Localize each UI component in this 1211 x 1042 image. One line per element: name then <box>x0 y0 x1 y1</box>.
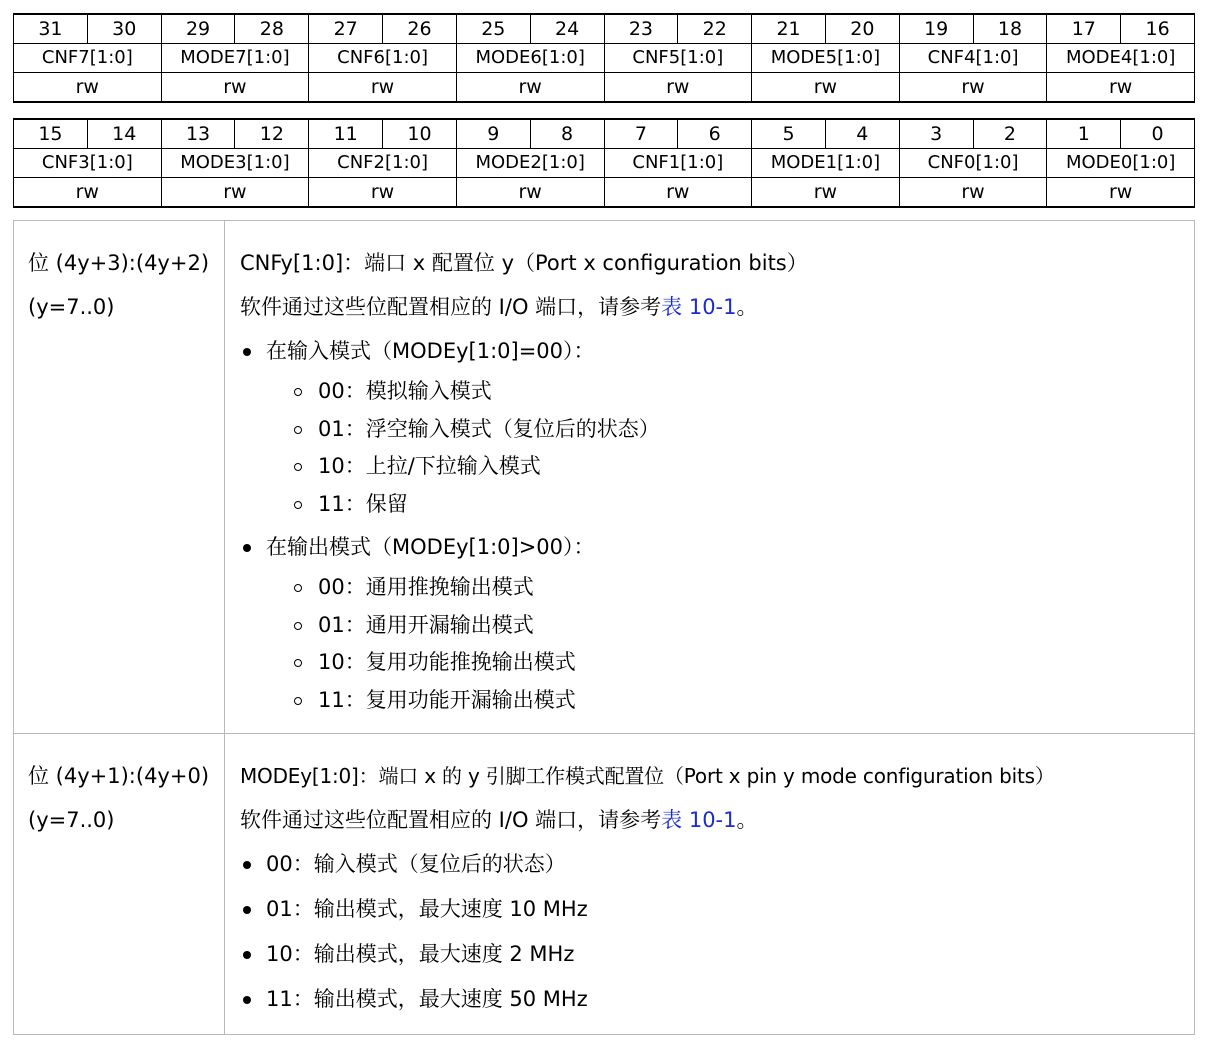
list-item: 01：通用开漏输出模式 <box>292 607 1194 645</box>
access-type: rw <box>161 73 309 103</box>
bit-number: 11 <box>309 119 383 149</box>
bit-number: 22 <box>678 14 752 44</box>
access-type: rw <box>604 178 752 208</box>
bit-number: 27 <box>309 14 383 44</box>
field-name: CNF5[1:0] <box>604 44 752 73</box>
input-mode-heading: 在输入模式（MODEy[1:0]=00）： <box>266 339 595 363</box>
cnf-description <box>225 221 1195 734</box>
bit-number: 10 <box>383 119 457 149</box>
bit-number: 28 <box>235 14 309 44</box>
access-type: rw <box>14 73 162 103</box>
mode-bit-index-range: (y=7..0) <box>28 808 115 832</box>
field-name: MODE0[1:0] <box>1047 149 1195 178</box>
mode-options <box>240 842 1194 1022</box>
mode-reference-text <box>240 798 1194 842</box>
list-item: 01：输出模式，最大速度 10 MHz <box>240 887 1194 932</box>
cnf-bit-position <box>14 221 225 734</box>
bit-number: 21 <box>752 14 826 44</box>
bit-number: 19 <box>899 14 973 44</box>
bit-number: 29 <box>161 14 235 44</box>
table-10-1-link[interactable]: 表 10-1 <box>661 295 737 319</box>
field-name: CNF7[1:0] <box>14 44 162 73</box>
field-name: MODE3[1:0] <box>161 149 309 178</box>
mode-bit-range: 位 (4y+1):(4y+0) <box>28 764 210 788</box>
list-item: 10：输出模式，最大速度 2 MHz <box>240 932 1194 977</box>
cnf-reference-text <box>240 285 1194 329</box>
bit-number: 18 <box>973 14 1047 44</box>
bit-number: 6 <box>678 119 752 149</box>
list-item <box>240 525 1194 719</box>
list-item: 10：上拉/下拉输入模式 <box>292 448 1194 486</box>
access-type: rw <box>456 73 604 103</box>
list-item: 00：输入模式（复位后的状态） <box>240 842 1194 887</box>
bit-number: 26 <box>383 14 457 44</box>
bit-number: 16 <box>1121 14 1195 44</box>
bit-number: 2 <box>973 119 1047 149</box>
bit-number: 1 <box>1047 119 1121 149</box>
field-name: CNF0[1:0] <box>899 149 1047 178</box>
list-item <box>240 329 1194 523</box>
mode-title: MODEy[1:0]：端口 x 的 y 引脚工作模式配置位（Port x pin y mode configuration bits） <box>240 764 1055 788</box>
field-name: CNF3[1:0] <box>14 149 162 178</box>
mode-description-row <box>14 734 1195 1035</box>
field-name: MODE6[1:0] <box>456 44 604 73</box>
list-item: 00：模拟输入模式 <box>292 373 1194 411</box>
mode-bit-position <box>14 734 225 1035</box>
list-item: 11：输出模式，最大速度 50 MHz <box>240 977 1194 1022</box>
bit-number: 4 <box>825 119 899 149</box>
output-mode-options <box>266 569 1194 719</box>
mode-reference-prefix: 软件通过这些位配置相应的 I/O 端口，请参考 <box>240 808 662 832</box>
bit-number: 20 <box>825 14 899 44</box>
access-type: rw <box>161 178 309 208</box>
bit-number: 7 <box>604 119 678 149</box>
access-type: rw <box>604 73 752 103</box>
bit-number: 15 <box>14 119 88 149</box>
bit-number: 30 <box>87 14 161 44</box>
access-type: rw <box>899 178 1047 208</box>
bit-number: 24 <box>530 14 604 44</box>
mode-reference-suffix: 。 <box>736 808 758 832</box>
access-type: rw <box>752 73 900 103</box>
access-type: rw <box>309 178 457 208</box>
field-name: CNF4[1:0] <box>899 44 1047 73</box>
bit-number: 13 <box>161 119 235 149</box>
input-mode-options <box>266 373 1194 523</box>
cnf-bit-range: 位 (4y+3):(4y+2) <box>28 251 210 275</box>
bit-number: 23 <box>604 14 678 44</box>
field-name: CNF2[1:0] <box>309 149 457 178</box>
list-item: 00：通用推挽输出模式 <box>292 569 1194 607</box>
bit-number: 5 <box>752 119 826 149</box>
cnf-bit-index-range: (y=7..0) <box>28 295 115 319</box>
access-type: rw <box>14 178 162 208</box>
field-name: MODE1[1:0] <box>752 149 900 178</box>
access-type: rw <box>1047 178 1195 208</box>
bit-number: 9 <box>456 119 530 149</box>
register-bits-31-16 <box>13 13 1195 103</box>
cnf-description-row <box>14 221 1195 734</box>
list-item: 11：复用功能开漏输出模式 <box>292 682 1194 720</box>
bit-number: 3 <box>899 119 973 149</box>
bit-number: 8 <box>530 119 604 149</box>
access-type: rw <box>899 73 1047 103</box>
list-item: 11：保留 <box>292 486 1194 524</box>
field-name: MODE2[1:0] <box>456 149 604 178</box>
list-item: 01：浮空输入模式（复位后的状态） <box>292 411 1194 449</box>
bit-number: 12 <box>235 119 309 149</box>
bit-number: 17 <box>1047 14 1121 44</box>
cnf-mode-list <box>240 329 1194 719</box>
bit-number: 25 <box>456 14 530 44</box>
field-name: MODE7[1:0] <box>161 44 309 73</box>
table-10-1-link[interactable]: 表 10-1 <box>661 808 737 832</box>
bit-number: 31 <box>14 14 88 44</box>
cnf-reference-prefix: 软件通过这些位配置相应的 I/O 端口，请参考 <box>240 295 662 319</box>
field-name: CNF6[1:0] <box>309 44 457 73</box>
output-mode-heading: 在输出模式（MODEy[1:0]>00）： <box>266 535 595 559</box>
bit-description-table <box>13 220 1195 1035</box>
mode-description <box>225 734 1195 1035</box>
cnf-title: CNFy[1:0]：端口 x 配置位 y（Port x configuration bits） <box>240 251 808 275</box>
access-type: rw <box>309 73 457 103</box>
field-name: CNF1[1:0] <box>604 149 752 178</box>
cnf-reference-suffix: 。 <box>736 295 758 319</box>
list-item: 10：复用功能推挽输出模式 <box>292 644 1194 682</box>
bit-number: 0 <box>1121 119 1195 149</box>
field-name: MODE4[1:0] <box>1047 44 1195 73</box>
access-type: rw <box>1047 73 1195 103</box>
access-type: rw <box>456 178 604 208</box>
field-name: MODE5[1:0] <box>752 44 900 73</box>
access-type: rw <box>752 178 900 208</box>
register-bits-15-0 <box>13 118 1195 208</box>
bit-number: 14 <box>87 119 161 149</box>
